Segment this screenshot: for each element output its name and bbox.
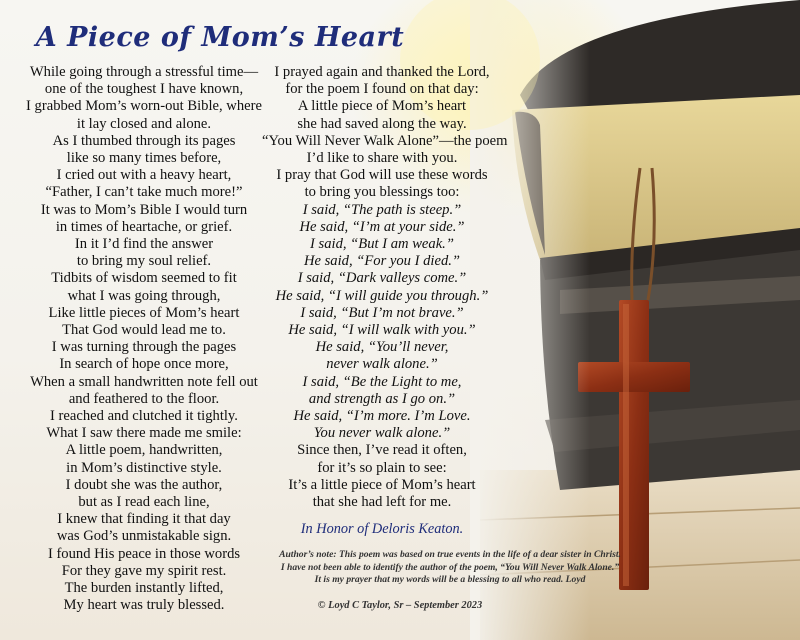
poem-line: I grabbed Mom’s worn-out Bible, where <box>26 98 262 115</box>
poem-line: that she had left for me. <box>312 494 452 511</box>
poem-line: she had saved along the way. <box>297 115 467 132</box>
copyright-credit: © Loyd C Taylor, Sr – September 2023 <box>317 600 483 611</box>
poem-line: what I was going through, <box>67 287 221 304</box>
poem-line: The burden instantly lifted, <box>64 580 224 597</box>
poem-line: I was turning through the pages <box>51 339 237 356</box>
poem-line: In search of hope once more, <box>59 356 229 373</box>
poem-line: “You Will Never Walk Alone”—the poem <box>262 132 508 149</box>
poem-line: He said, “You’ll never, <box>315 339 449 356</box>
poem-line: He said, “I’m at your side.” <box>299 218 465 235</box>
poem-line: What I saw there made me smile: <box>46 425 242 442</box>
authors-note-line: I have not been able to identify the author of the poem, “You Will Never Walk Alone.” <box>280 561 620 573</box>
poem-line: I prayed again and thanked the Lord, <box>274 64 490 80</box>
poem-line: Like little pieces of Mom’s heart <box>48 304 240 321</box>
poem-line: He said, “I will walk with you.” <box>288 322 476 339</box>
poem-line: but as I read each line, <box>78 494 210 511</box>
poem-line: He said, “I’m more. I’m Love. <box>293 408 471 425</box>
poem-line: was God’s unmistakable sign. <box>56 528 232 545</box>
poem-line: It’s a little piece of Mom’s heart <box>288 476 476 493</box>
poem-line: and feathered to the floor. <box>68 390 220 407</box>
poem-line: When a small handwritten note fell out <box>30 373 258 390</box>
poem-line: I doubt she was the author, <box>65 476 223 493</box>
poem-line: While going through a stressful time— <box>29 64 259 80</box>
poem-line: It was to Mom’s Bible I would turn <box>40 201 248 218</box>
poem-line: Tidbits of wisdom seemed to fit <box>51 270 237 287</box>
poem-line: He said, “I will guide you through.” <box>275 287 489 304</box>
authors-note-line: It is my prayer that my words will be a blessing to all who read. Loyd <box>314 574 586 585</box>
poem-line: That God would lead me to. <box>62 322 226 339</box>
dedication: In Honor of Deloris Keaton. <box>300 521 464 537</box>
poem-line: Since then, I’ve read it often, <box>297 442 467 459</box>
authors-note <box>230 549 670 587</box>
poem-line: I said, “The path is steep.” <box>302 201 462 218</box>
poem-line: He said, “For you I died.” <box>303 253 461 270</box>
poem-line: I said, “Be the Light to me, <box>302 373 462 390</box>
poem-line: never walk alone.” <box>326 356 438 373</box>
poem-line: In it I’d find the answer <box>74 236 214 253</box>
poem-line: “Father, I can’t take much more!” <box>45 184 243 201</box>
poem-line: and strength as I go on.” <box>308 390 456 407</box>
poem-line: for the poem I found on that day: <box>285 81 479 98</box>
authors-note-line: Author’s note: This poem was based on true events in the life of a dear sister in Christ. <box>279 549 621 560</box>
poem-line: to bring you blessings too: <box>304 184 460 201</box>
poem-line: For they gave my spirit rest. <box>61 562 227 579</box>
poem-line: I pray that God will use these words <box>276 167 488 184</box>
page-title: A Piece of Mom’s Heart <box>35 22 405 53</box>
poem-line: for it’s so plain to see: <box>317 459 447 476</box>
poem-line: it lay closed and alone. <box>76 115 212 132</box>
poem-line: to bring my soul relief. <box>76 253 212 270</box>
poem-line: I said, “But I’m not brave.” <box>300 304 464 321</box>
poem-line: in Mom’s distinctive style. <box>66 459 222 476</box>
poem-line: I found His peace in those words <box>47 545 241 562</box>
poem-line: A little piece of Mom’s heart <box>297 98 467 115</box>
poem-line: My heart was truly blessed. <box>63 597 225 614</box>
poem-line: like so many times before, <box>66 150 222 167</box>
poem-line: You never walk alone.” <box>313 425 451 442</box>
poem-left-column <box>8 64 280 615</box>
poem-line: one of the toughest I have known, <box>44 81 244 98</box>
poem-line: I knew that finding it that day <box>57 511 231 528</box>
poem-line: I said, “But I am weak.” <box>310 236 454 253</box>
poem-line: I reached and clutched it tightly. <box>50 408 238 425</box>
poem-line: I cried out with a heavy heart, <box>56 167 232 184</box>
poem-line: I said, “Dark valleys come.” <box>297 270 467 287</box>
poem-line: A little poem, handwritten, <box>65 442 223 459</box>
poem-right-column <box>262 64 508 511</box>
poem-line: I’d like to share with you. <box>306 150 458 167</box>
poem-line: in times of heartache, or grief. <box>55 218 233 235</box>
poem-line: As I thumbed through its pages <box>52 132 236 149</box>
